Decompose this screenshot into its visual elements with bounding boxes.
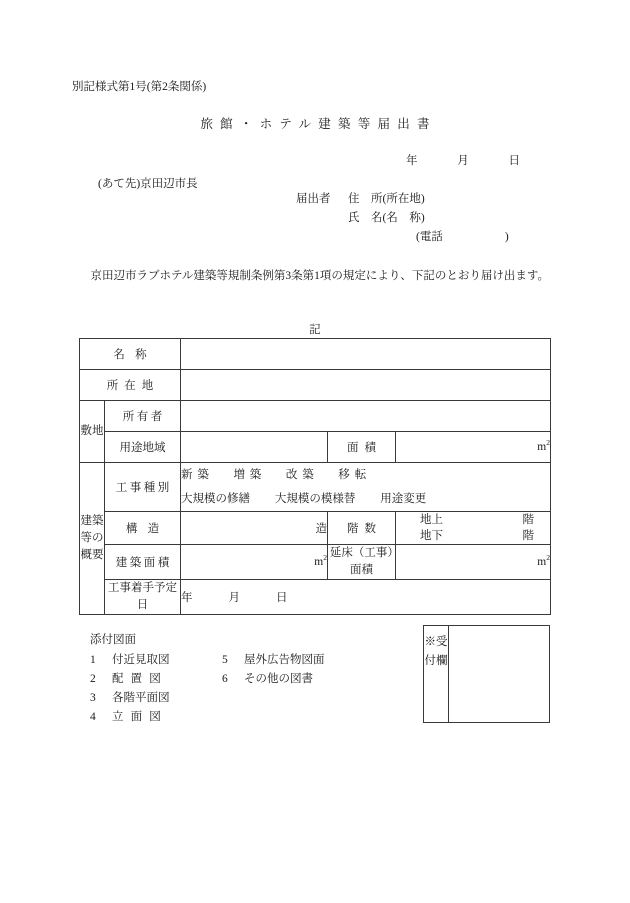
structure-suffix: 造	[315, 523, 328, 535]
reception-field[interactable]	[449, 626, 549, 722]
attachment-number: 2	[90, 673, 96, 685]
attachment-label: 各階平面図	[112, 692, 170, 704]
label-site: 敷地	[80, 401, 105, 463]
table-row-building-area	[80, 545, 551, 580]
reception-label: ※受付欄	[424, 626, 449, 722]
field-structure-value[interactable]	[181, 512, 328, 545]
attachment-number: 3	[90, 692, 96, 704]
attachment-number: 1	[90, 654, 96, 666]
submitter-tel-row	[296, 228, 509, 247]
field-area-value[interactable]	[396, 432, 551, 463]
submitter-name-row	[296, 209, 509, 228]
floors-below-unit: 階	[522, 530, 535, 542]
attachment-item	[90, 651, 222, 670]
attachments-columns	[90, 651, 372, 727]
statement-paragraph: 京田辺市ラブホテル建築等規制条例第3条第1項の規定により、下記のとおり届け出ます。	[90, 270, 550, 282]
area-unit: m	[537, 441, 547, 453]
attachment-item	[222, 651, 372, 670]
page-title: 旅館・ホテル建築等届出書	[200, 117, 437, 131]
table-row-start-date	[80, 580, 551, 615]
submitter-name-label: 氏 名(名 称)	[348, 212, 425, 224]
label-building-summary: 建築等の概要	[80, 463, 105, 615]
start-date-month: 月	[228, 592, 241, 604]
floors-above-unit: 階	[522, 514, 535, 526]
attachments-block	[90, 631, 372, 727]
table-row-work-type	[80, 463, 551, 512]
work-type-line-2	[181, 487, 550, 511]
attachment-label: 付近見取図	[112, 654, 170, 666]
table-row-location	[80, 370, 551, 401]
attachment-item	[90, 689, 222, 708]
start-date-day: 日	[276, 592, 288, 604]
floors-below-row	[396, 528, 550, 544]
attachment-item	[222, 670, 372, 689]
field-location-value[interactable]	[181, 370, 551, 401]
reception-box	[423, 625, 550, 723]
floors-above-label: 地上	[420, 514, 444, 526]
form-number: 別記様式第1号(第2条関係)	[72, 81, 207, 93]
table-row-structure	[80, 512, 551, 545]
floors-below-label: 地下	[420, 530, 444, 542]
label-work-type: 工事種別	[105, 463, 181, 512]
field-floors-value[interactable]	[396, 512, 551, 545]
attachment-item	[90, 708, 222, 727]
date-day-label: 日	[508, 155, 520, 167]
form-table	[79, 338, 551, 615]
work-type-major-repair[interactable]: 大規模の修繕	[181, 493, 251, 505]
field-zoning-value[interactable]	[181, 432, 328, 463]
attachment-label: 立面図	[112, 711, 168, 723]
bottom-section	[79, 625, 550, 723]
building-area-unit: m	[314, 556, 324, 568]
label-structure: 構造	[105, 512, 181, 545]
attachment-number: 5	[222, 654, 228, 666]
label-zoning: 用途地域	[105, 432, 181, 463]
table-row-owner	[80, 401, 551, 432]
field-start-date-value[interactable]	[181, 580, 551, 615]
date-line	[0, 152, 520, 168]
work-type-line-1	[181, 463, 550, 487]
attachment-label: 配置図	[112, 673, 168, 685]
field-total-floor-area-value[interactable]	[396, 545, 551, 580]
attachments-column-left	[90, 651, 222, 727]
date-month-label: 月	[457, 155, 469, 167]
work-type-use-change[interactable]: 用途変更	[380, 493, 427, 505]
work-type-new[interactable]: 新築	[181, 469, 214, 481]
label-total-floor-area: 延床（工事）面積	[328, 545, 396, 580]
kiji-marker: 記	[309, 324, 321, 336]
attachment-number: 4	[90, 711, 96, 723]
label-floors: 階数	[328, 512, 396, 545]
label-owner: 所有者	[105, 401, 181, 432]
start-date-year: 年	[181, 592, 193, 604]
field-work-type-options[interactable]	[181, 463, 551, 512]
attachment-item	[90, 670, 222, 689]
form-table-wrapper	[79, 338, 550, 615]
attachment-label: その他の図書	[244, 673, 313, 685]
date-year-label: 年	[406, 155, 418, 167]
label-start-date: 工事着手予定日	[105, 580, 181, 615]
submitter-block	[296, 190, 509, 247]
area-unit-superscript: 2	[546, 438, 551, 448]
label-name: 名称	[80, 339, 181, 370]
submitter-label: 届出者	[296, 193, 331, 205]
field-name-value[interactable]	[181, 339, 551, 370]
attachment-number: 6	[222, 673, 228, 685]
label-building-area: 建築面積	[105, 545, 181, 580]
building-area-unit-superscript: 2	[323, 553, 328, 563]
label-location: 所在地	[80, 370, 181, 401]
attachment-label: 屋外広告物図面	[244, 654, 325, 666]
table-row-name	[80, 339, 551, 370]
total-floor-area-unit: m	[537, 556, 547, 568]
work-type-relocation[interactable]: 移転	[338, 469, 371, 481]
submitter-tel-close: )	[504, 231, 509, 243]
table-row-zoning	[80, 432, 551, 463]
work-type-major-remodel[interactable]: 大規模の模様替	[274, 493, 356, 505]
total-floor-area-unit-superscript: 2	[546, 553, 551, 563]
label-area: 面積	[328, 432, 396, 463]
field-owner-value[interactable]	[181, 401, 551, 432]
submitter-address-label: 住 所(所在地)	[348, 193, 425, 205]
submitter-address-row	[296, 190, 509, 209]
attachments-column-right	[222, 651, 372, 727]
addressee: (あて先)京田辺市長	[98, 178, 198, 190]
floors-above-row	[396, 512, 550, 528]
work-type-renovation[interactable]: 改築	[285, 469, 319, 481]
field-building-area-value[interactable]	[181, 545, 328, 580]
work-type-extension[interactable]: 増築	[233, 469, 267, 481]
submitter-tel-label: (電話	[416, 231, 443, 243]
attachments-heading: 添付図面	[90, 634, 136, 646]
